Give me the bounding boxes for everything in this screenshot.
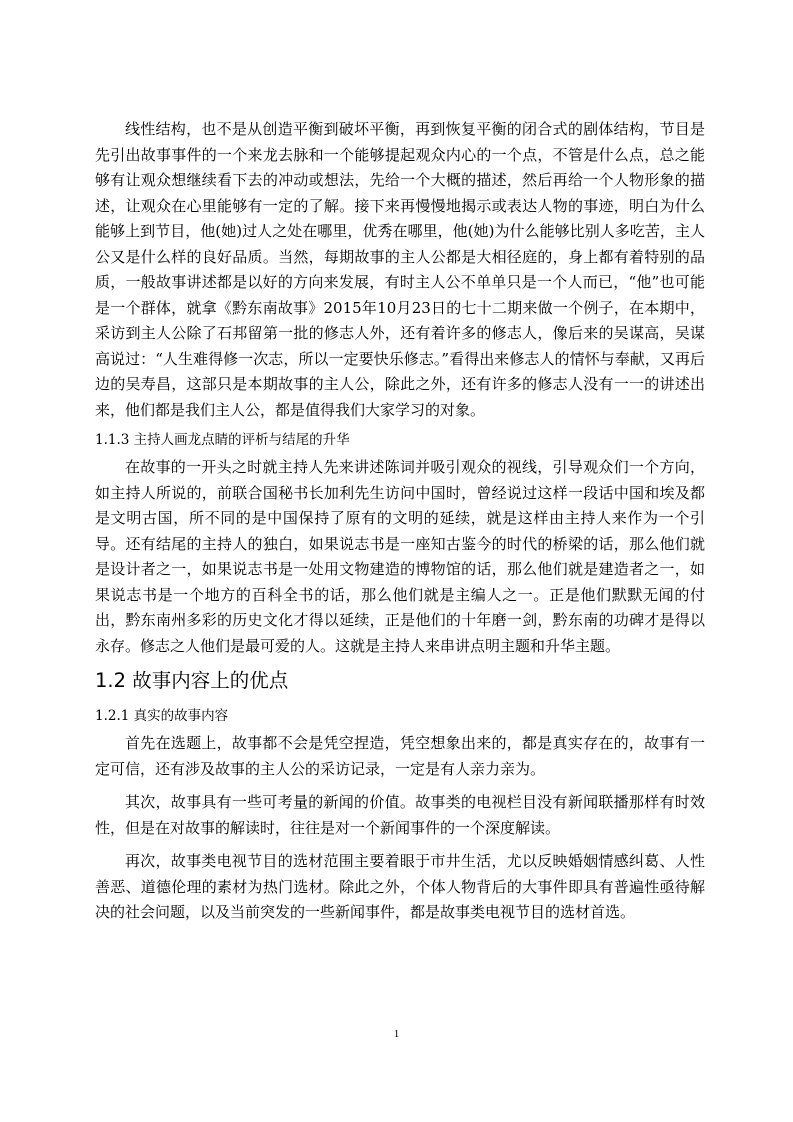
- subsection-heading-1-1-3: 1.1.3 主持人画龙点睛的评析与结尾的升华: [95, 432, 350, 448]
- body-paragraph-news-value: 其次，故事具有一些可考量的新闻的价值。故事类的电视栏目没有新闻联播那样有时效性，但是在对故事的解读时，往往是对一个新闻事件的一个深度解读。: [95, 793, 705, 837]
- subsection-heading-1-2-1: 1.2.1 真实的故事内容: [95, 708, 229, 724]
- page-number: 1: [393, 1028, 400, 1040]
- body-paragraph-continued: 线性结构，也不是从创造平衡到破坏平衡，再到恢复平衡的闭合式的剧体结构，节目是先引出故事事件的一个来龙去脉和一个能够提起观众内心的一个点，不管是什么点，总之能够有让观众想继续看下去的冲动或想法，先给一个大概的描述，然后再给一个人物形象的描述，让观众在心里能够有一定的了解。接下来再慢慢地揭示或表达人物的事迹，明白为什么能够上到节目，他(她)过人之处在哪里，优秀在哪里，他(她)为什么能够比别人多吃苦，主人公又是什么样的良好品质。当然，每期故事的主人公都是大相径庭的，身上都有着特别的品质，一般故事讲述都是以好的方向来发展，有时主人公不单单只是一个人而已，“他”也可能是一个群体，就拿《黔东南故事》2015年10月23日的七十二期来做一个例子，在本期中，采访到主人公除了石邦留第一批的修志人外，还有着许多的修志人，像后来的吴谋高，吴谋高说过：“人生难得修一次志，所以一定要快乐修志。”看得出来修志人的情怀与奉献，又再后边的吴寿昌，这部只是本期故事的主人公，除此之外，还有许多的修志人没有一一的讲述出来，他们都是我们主人公，都是值得我们大家学习的对象。: [95, 120, 705, 419]
- body-paragraph-host-commentary: 在故事的一开头之时就主持人先来讲述陈词并吸引观众的视线，引导观众们一个方向，如主持人所说的，前联合国秘书长加利先生访问中国时，曾经说过这样一段话中国和埃及都是文明古国，所不同的是中国保持了原有的文明的延续，就是这样由主持人来作为一个引导。还有结尾的主持人的独白，如果说志书是一座知古鉴今的时代的桥梁的话，那么他们就是设计者之一，如果说志书是一处用文物建造的博物馆的话，那么他们就是建造者之一，如果说志书是一个地方的百科全书的话，那么他们就是主编人之一。正是他们默默无闻的付出，黔东南州多彩的历史文化才得以延续，正是他们的十年磨一剑，黔东南的功碑才是得以永存。修志之人他们是最可爱的人。这就是主持人来串讲点明主题和升华主题。: [95, 458, 705, 655]
- body-paragraph-material-scope: 再次，故事类电视节目的选材范围主要着眼于市井生活，尤以反映婚姻情感纠葛、人性善恶、道德伦理的素材为热门选材。除此之外，个体人物背后的大事件即具有普遍性亟待解决的社会问题，以及当前突发的一些新闻事件，都是故事类电视节目的选材首选。: [95, 852, 705, 921]
- section-heading-1-2: 1.2 故事内容上的优点: [95, 669, 289, 692]
- body-paragraph-topic-selection: 首先在选题上，故事都不会是凭空捏造，凭空想象出来的，都是真实存在的，故事有一定可信，还有涉及故事的主人公的采访记录，一定是有人亲力亲为。: [95, 734, 705, 778]
- page-content: [95, 117, 705, 926]
